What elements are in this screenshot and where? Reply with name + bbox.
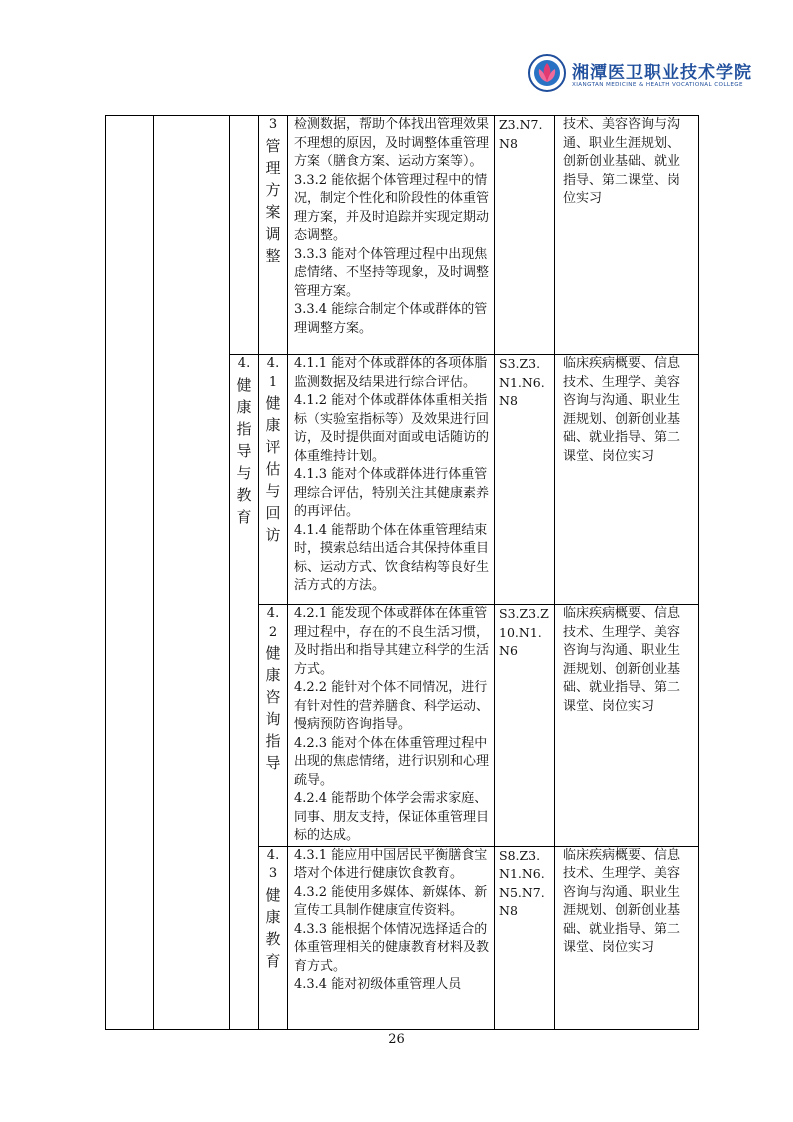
ability-item: 4.3.2 能使用多媒体、新媒体、新宣传工具制作健康宣传资料。: [294, 884, 488, 918]
empty-cell: [154, 116, 230, 1030]
ability-item: 4.1.3 能对个体或群体进行体重管理综合评估，特别关注其健康素养的再评估。: [294, 467, 490, 519]
ability-codes: S3.Z3.Z10.N1.N6: [495, 605, 555, 847]
ability-codes: S3.Z3.N1.N6.N8: [495, 355, 555, 605]
ability-item: 4.1.2 能对个体或群体体重相关指标（实验室指标等）及效果进行回访，及时提供面对面或电话随访的体重维持计划。: [294, 393, 490, 464]
table-row: [106, 116, 699, 355]
task-cell: [259, 605, 288, 847]
empty-cell: [230, 116, 259, 355]
ability-item: 4.2.1 能发现个体或群体在体重管理过程中，存在的不良生活习惯，及时指出和指导其建立科学的生活方式。: [294, 606, 490, 677]
ability-content: [288, 605, 495, 847]
ability-codes: Z3.N7.N8: [495, 116, 555, 355]
ability-codes: S8.Z3.N1.N6.N5.N7.N8: [495, 846, 555, 1029]
task-name: 健 康 教 育: [265, 885, 281, 970]
module-number: 4.: [237, 356, 251, 371]
ability-content: [288, 846, 495, 1029]
task-name: 健 康 评 估 与 回 访: [265, 394, 281, 544]
task-name: 健 康 咨 询 指 导: [265, 644, 281, 772]
supporting-courses: 临床疾病概要、信息技术、生理学、美容咨询与沟通、职业生涯规划、创新创业基础、就业指导、第二课堂、岗位实习: [555, 605, 699, 847]
empty-cell: [106, 116, 154, 1030]
task-number: 4. 2: [266, 606, 280, 640]
ability-item: 4.3.4 能对初级体重管理人员: [294, 977, 462, 992]
page-number: 26: [388, 1032, 405, 1047]
ability-item: 3.3.3 能对个体管理过程中出现焦虑情绪、不坚持等现象，及时调整管理方案。: [294, 246, 490, 299]
ability-item: 4.3.3 能根据个体情况选择适合的体重管理相关的健康教育材料及教育方式。: [294, 921, 490, 974]
ability-item: 4.1.4 能帮助个体在体重管理结束时，摸索总结出适合其保持体重目标、运动方式、饮食结构等良好生活方式的方法。: [294, 522, 490, 593]
task-name: 管 理 方 案 调 整: [265, 136, 281, 265]
supporting-courses: 技术、美容咨询与沟通、职业生涯规划、创新创业基础、就业指导、第二课堂、岗位实习: [555, 116, 699, 355]
module-cell: [230, 355, 259, 1030]
task-number: 3: [268, 117, 278, 132]
college-name-en: XIANGTAN MEDICINE & HEALTH VOCATIONAL COLLEGE: [572, 82, 743, 88]
curriculum-table: [105, 115, 699, 1030]
college-name-cn: 湘潭医卫职业技术学院: [572, 63, 752, 83]
task-number: 4. 3: [266, 847, 280, 881]
ability-item: 4.2.3 能对个体在体重管理过程中出现的焦虑情绪，进行识别和心理疏导。: [294, 735, 490, 788]
college-logo: [524, 50, 752, 96]
ability-content: [288, 355, 495, 605]
task-cell: [259, 846, 288, 1029]
ability-item: 检测数据，帮助个体找出管理效果不理想的原因，及时调整体重管理方案（膳食方案、运动方案等）。: [294, 117, 490, 169]
ability-item: 3.3.4 能综合制定个体或群体的管理调整方案。: [294, 302, 488, 336]
ability-content: [288, 116, 495, 355]
module-name: 健 康 指 导 与 教 育: [236, 375, 252, 526]
supporting-courses: 临床疾病概要、信息技术、生理学、美容咨询与沟通、职业生涯规划、创新创业基础、就业指导、第二课堂、岗位实习: [555, 846, 699, 1029]
ability-item: 3.3.2 能依据个体管理过程中的情况，制定个性化和阶段性的体重管理方案，并及时追踪并实现定期动态调整。: [294, 172, 490, 243]
supporting-courses: 临床疾病概要、信息技术、生理学、美容咨询与沟通、职业生涯规划、创新创业基础、就业指导、第二课堂、岗位实习: [555, 355, 699, 605]
task-number: 4. 1: [266, 356, 280, 390]
college-seal-icon: [528, 54, 566, 92]
ability-item: 4.2.2 能针对个体不同情况，进行有针对性的营养膳食、科学运动、慢病预防咨询指导。: [294, 680, 490, 732]
ability-item: 4.2.4 能帮助个体学会需求家庭、同事、朋友支持，保证体重管理目标的达成。: [294, 791, 490, 843]
task-cell: [259, 355, 288, 605]
ability-item: 4.1.1 能对个体或群体的各项体脂监测数据及结果进行综合评估。: [294, 356, 488, 390]
task-cell: [259, 116, 288, 355]
ability-item: 4.3.1 能应用中国居民平衡膳食宝塔对个体进行健康饮食教育。: [294, 847, 488, 881]
